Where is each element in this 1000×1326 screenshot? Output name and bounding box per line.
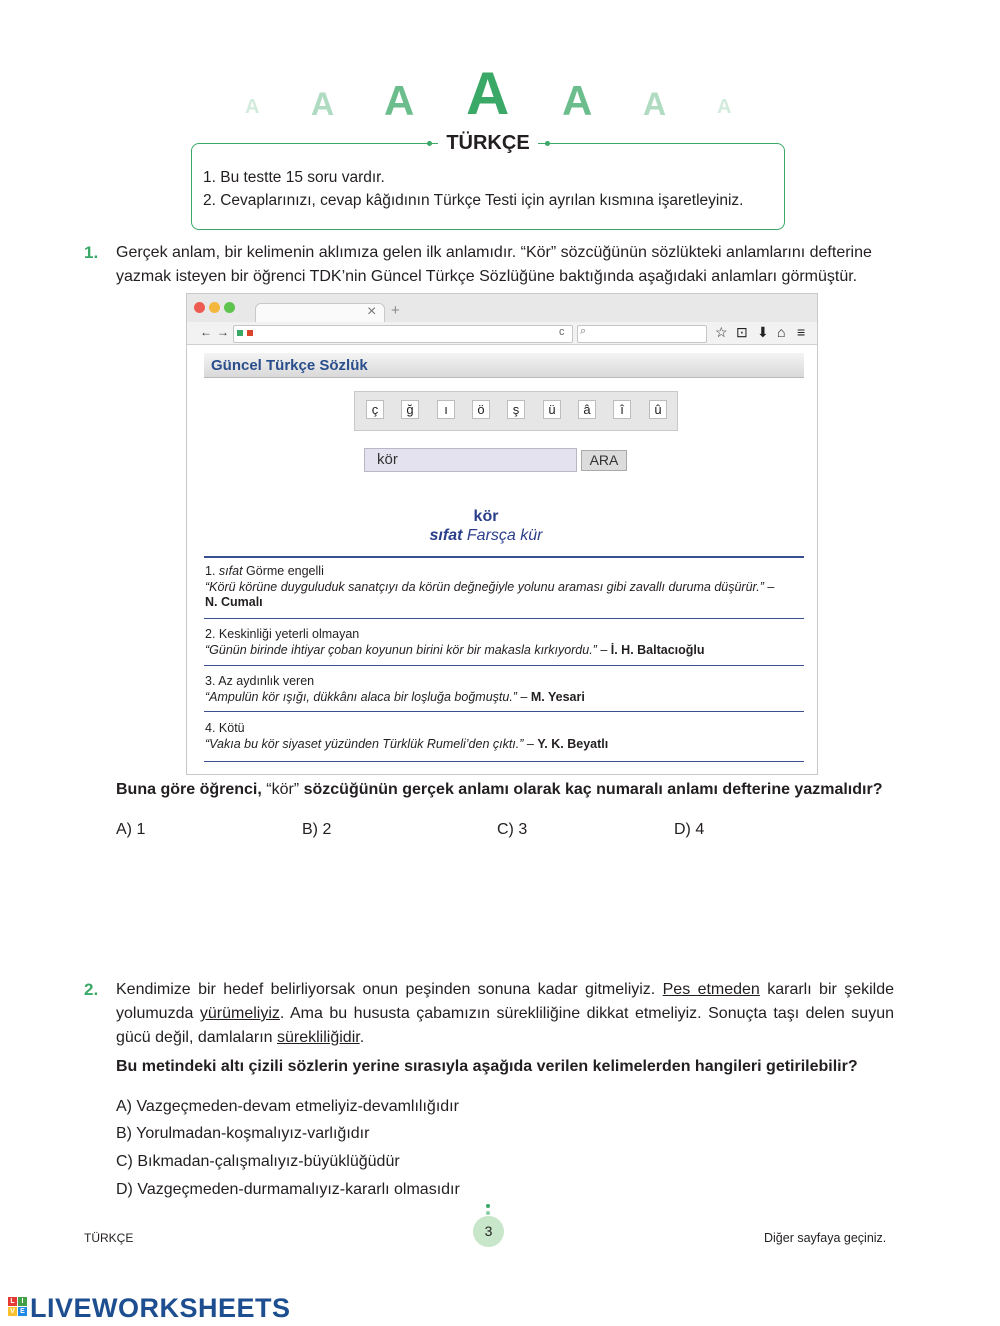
divider-1	[204, 618, 804, 619]
def-2-quote: “Günün birinde ihtiyar çoban koyunun birini kör bir makasla kırkıyordu.” –	[205, 642, 608, 657]
footer-subject: TÜRKÇE	[84, 1231, 134, 1245]
browser-search-box[interactable]	[577, 325, 707, 343]
q1-text-line1: Gerçek anlam, bir kelimenin aklımıza gelen ilk anlamıdır. “Kör” sözcüğünün sözlükteki anlamlarını defterine	[116, 244, 872, 261]
q2-text-5: gücü değil, damlaların	[116, 1029, 273, 1046]
forward-arrow-icon[interactable]: →	[217, 325, 229, 339]
q2-text-1: Kendimize bir hedef belirliyorsak onun peşinden sonuna kadar gitmeliyiz.	[116, 981, 656, 998]
char-key-s-cedilla[interactable]: ş	[507, 400, 525, 419]
def-3-num: 3.	[205, 674, 216, 688]
def-1-author: N. Cumalı	[205, 595, 263, 609]
lock-icon	[237, 330, 243, 336]
q2-option-d[interactable]: D) Vazgeçmeden-durmamalıyız-kararlı olmasıdır	[116, 1181, 460, 1198]
entry-origin: Farsça kür	[466, 527, 543, 544]
char-key-u-umlaut[interactable]: ü	[543, 400, 561, 419]
clipboard-icon[interactable]: ⊡	[736, 324, 748, 340]
header-letter-7: A	[717, 96, 732, 118]
divider-top	[204, 556, 804, 558]
definition-4	[205, 721, 805, 752]
char-key-g-breve[interactable]: ğ	[401, 400, 419, 419]
entry-subtitle	[336, 527, 636, 545]
def-1-pos: sıfat	[218, 564, 243, 578]
brand-cell-e: E	[18, 1307, 27, 1316]
close-dot[interactable]	[194, 302, 205, 313]
char-key-i-circumflex[interactable]: î	[613, 400, 631, 419]
q2-text-4: . Ama bu hususta çabamızın sürekliliğine dikkat etmeliyiz. Sonuçta taşı delen suyun	[279, 1005, 895, 1022]
q2-underline-3: sürekliliğidir	[277, 1029, 360, 1046]
minimize-dot[interactable]	[209, 302, 220, 313]
brand-cell-v: V	[8, 1307, 17, 1316]
search-icon: ⌕	[580, 325, 587, 337]
q1-option-d[interactable]: D) 4	[674, 821, 705, 838]
header-letter-4: A	[466, 60, 510, 127]
definition-1	[205, 564, 805, 611]
q2-option-b[interactable]: B) Yorulmadan-koşmalıyız-varlığıdır	[116, 1125, 370, 1142]
q2-line1	[116, 978, 894, 1002]
q1-number: 1.	[84, 243, 99, 262]
download-icon[interactable]: ⬇	[757, 324, 769, 340]
q2-number: 2.	[84, 980, 99, 999]
def-1-num: 1.	[205, 564, 216, 578]
def-1-quote: “Körü körüne duyguluduk sanatçıyı da körün değneğiyle yolunu araması gibi zavallı duruma düşürür.” –	[205, 579, 775, 594]
header-letter-2: A	[311, 86, 335, 122]
q2-text-6: .	[359, 1029, 365, 1046]
char-key-c-cedilla[interactable]: ç	[366, 400, 384, 419]
menu-icon[interactable]: ≡	[797, 324, 806, 340]
brand-cell-l: L	[8, 1297, 17, 1306]
header-letter-1: A	[245, 96, 260, 118]
divider-3	[204, 711, 804, 712]
q2-underline-1: Pes etmeden	[662, 981, 760, 998]
q1-option-b[interactable]: B) 2	[302, 821, 332, 838]
def-2-meaning: Keskinliği yeterli olmayan	[218, 627, 360, 641]
def-3-meaning: Az aydınlık veren	[218, 674, 315, 688]
address-bar[interactable]	[233, 325, 573, 343]
def-2-num: 2.	[205, 627, 216, 641]
dictionary-search-input[interactable]: kör	[364, 448, 577, 472]
brand-logo[interactable]: LIVEWORKSHEETS	[30, 1293, 291, 1323]
brand-cell-i: I	[18, 1297, 27, 1306]
def-4-quote: “Vakıa bu kör siyaset yüzünden Türklük Rumeli’den çıktı.” –	[205, 736, 534, 751]
char-key-dotless-i[interactable]: ı	[437, 400, 455, 419]
q1-option-a[interactable]: A) 1	[116, 821, 146, 838]
q2-question: Bu metindeki altı çizili sözlerin yerine sırasıyla aşağıda verilen kelimelerden hangileri getirilebilir?	[116, 1058, 858, 1075]
header-letter-6: A	[643, 86, 667, 122]
q1-text-line2: yazmak isteyen bir öğrenci TDK’nin Güncel Türkçe Sözlüğüne baktığında aşağıdaki anlamları görmüştür.	[116, 268, 858, 285]
definition-3	[205, 674, 805, 705]
subject-title: TÜRKÇE	[438, 132, 538, 155]
definition-2	[205, 627, 805, 658]
q2-line3	[116, 1026, 364, 1050]
browser-tab[interactable]	[255, 303, 385, 323]
maximize-dot[interactable]	[224, 302, 235, 313]
def-1-meaning: Görme engelli	[246, 564, 324, 578]
q1-option-c[interactable]: C) 3	[497, 821, 528, 838]
page-dot-mid	[486, 1211, 490, 1215]
def-3-author: M. Yesari	[530, 689, 585, 704]
q2-text-3: yolumuzda	[116, 1005, 194, 1022]
reload-icon[interactable]: c	[559, 326, 565, 338]
def-3-quote: “Ampulün kör ışığı, dükkânı alaca bir loşluğa boğmuştu.” –	[205, 689, 528, 704]
bookmark-star-icon[interactable]: ☆	[715, 324, 728, 340]
divider-2	[204, 665, 804, 666]
page-number: 3	[473, 1216, 504, 1247]
page-dot-top	[486, 1204, 490, 1208]
shield-icon	[247, 330, 253, 336]
q2-line2	[116, 1002, 894, 1026]
char-key-a-circumflex[interactable]: â	[578, 400, 596, 419]
q1-question-a: Buna göre öğrenci,	[116, 781, 262, 798]
header-letter-3: A	[384, 77, 415, 124]
header-letter-5: A	[562, 77, 593, 124]
q2-option-a[interactable]: A) Vazgeçmeden-devam etmeliyiz-devamlılığıdır	[116, 1098, 459, 1115]
site-title[interactable]: Güncel Türkçe Sözlük	[211, 357, 368, 374]
tab-close-icon[interactable]: ×	[367, 303, 377, 320]
entry-pos: sıfat	[429, 527, 463, 544]
char-key-u-circumflex[interactable]: û	[649, 400, 667, 419]
new-tab-icon[interactable]: +	[391, 302, 400, 319]
char-key-o-umlaut[interactable]: ö	[472, 400, 490, 419]
search-button[interactable]: ARA	[581, 450, 627, 471]
q2-option-c[interactable]: C) Bıkmadan-çalışmalıyız-büyüklüğüdür	[116, 1153, 400, 1170]
title-dot-right	[545, 141, 550, 146]
divider-4	[204, 761, 804, 762]
home-icon[interactable]: ⌂	[777, 324, 786, 340]
q1-question-b: “kör”	[266, 781, 300, 798]
instruction-2: 2. Cevaplarınızı, cevap kâğıdının Türkçe Testi için ayrılan kısmına işaretleyiniz.	[203, 192, 744, 209]
q2-text-2: kararlı bir şekilde	[767, 981, 894, 998]
q2-underline-2: yürümeliyiz	[199, 1005, 280, 1022]
def-2-author: İ. H. Baltacıoğlu	[610, 642, 705, 657]
entry-word: kör	[473, 508, 499, 525]
brand-logo-grid	[8, 1297, 28, 1317]
q1-question-c: sözcüğünün gerçek anlamı olarak kaç numaralı anlamı defterine yazmalıdır?	[303, 781, 883, 798]
instruction-1: 1. Bu testte 15 soru vardır.	[203, 169, 385, 186]
title-dot-left	[427, 141, 432, 146]
q1-question	[116, 781, 882, 799]
def-4-num: 4.	[205, 721, 216, 735]
def-4-meaning: Kötü	[218, 721, 245, 735]
footer-next-page: Diğer sayfaya geçiniz.	[764, 1231, 887, 1245]
def-4-author: Y. K. Beyatlı	[537, 736, 609, 751]
back-arrow-icon[interactable]: ←	[200, 325, 212, 339]
